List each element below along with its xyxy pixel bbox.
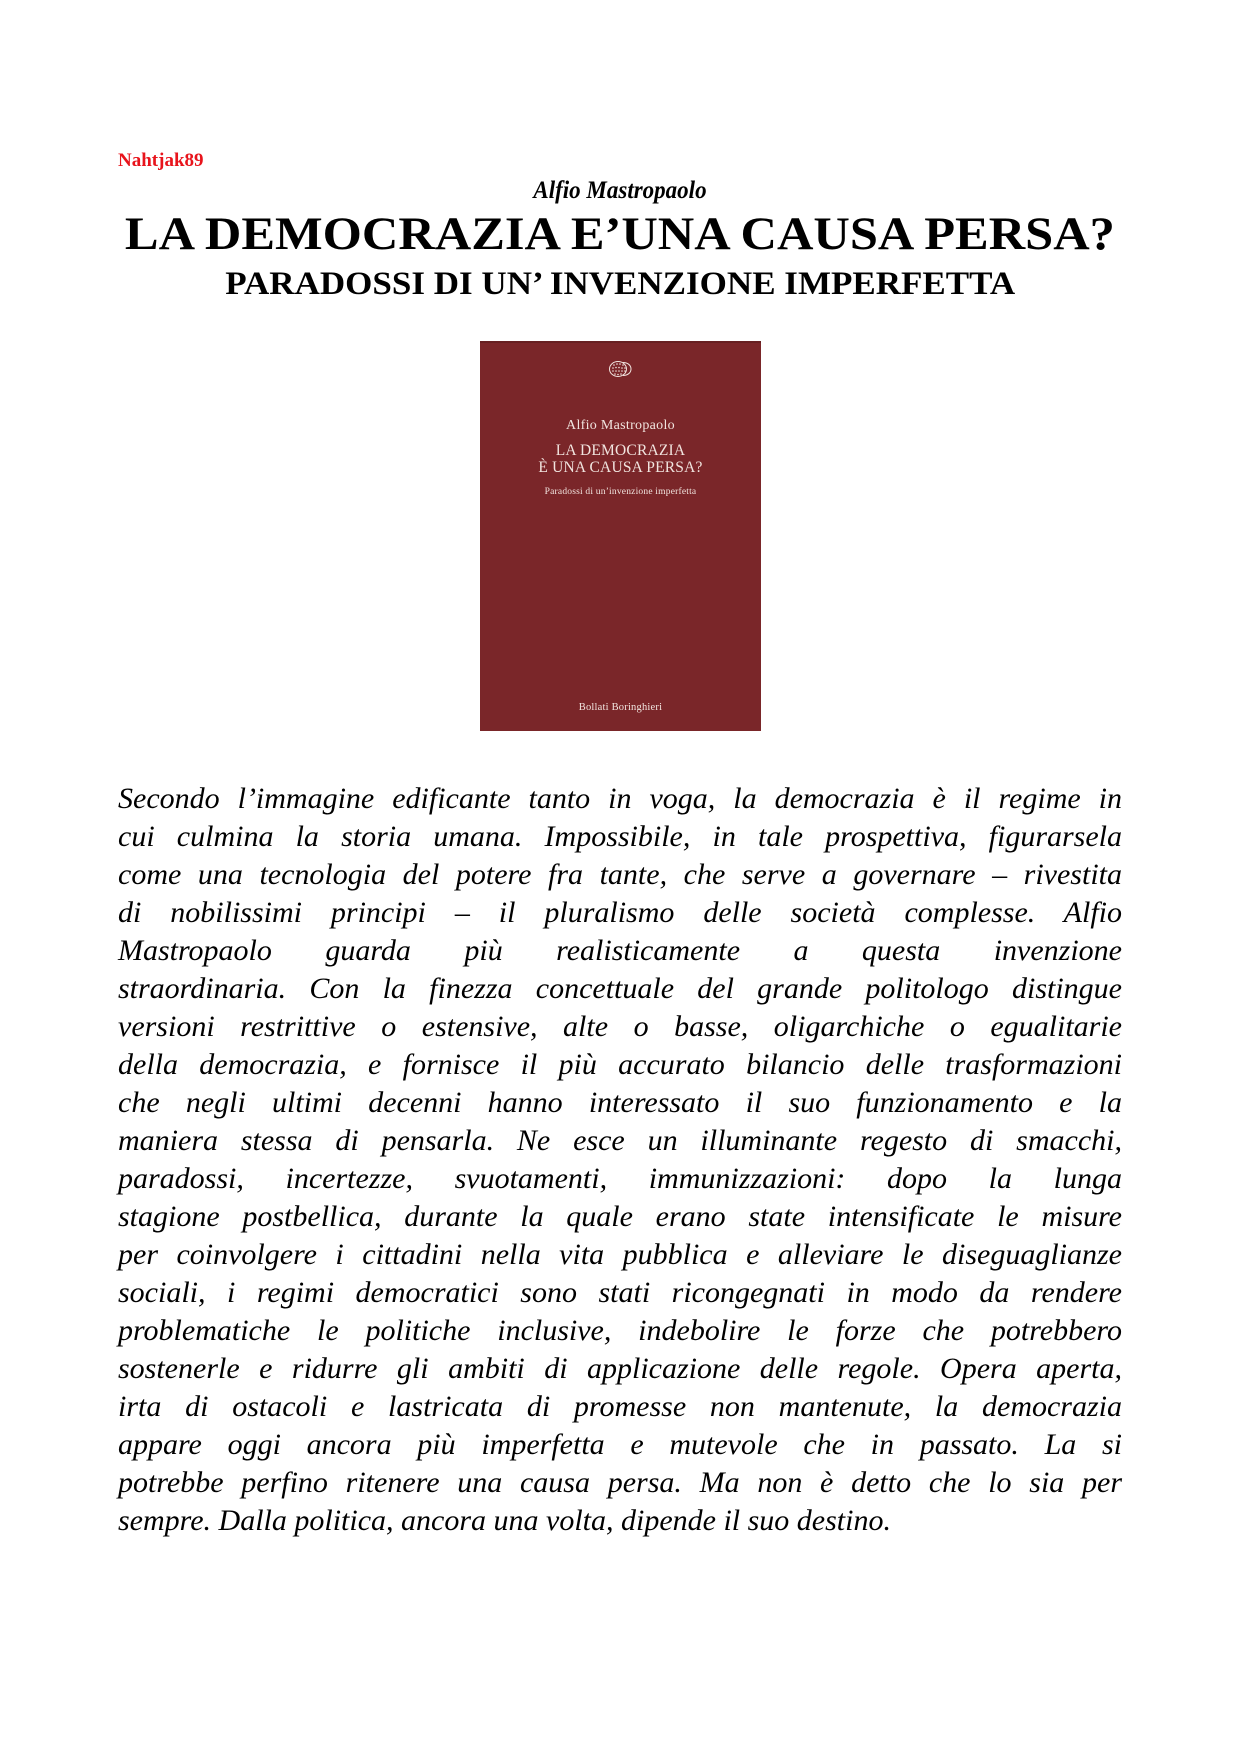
description-line: Secondo l’immagine edificante tanto in voga, la democrazia è il regime in	[118, 782, 1122, 815]
book-subtitle: PARADOSSI DI UN’ INVENZIONE IMPERFETTA	[225, 266, 1016, 302]
book-author: Alfio Mastropaolo	[533, 177, 707, 204]
cover-title-line-1: LA DEMOCRAZIA	[555, 442, 686, 459]
cover-publisher: Bollati Boringhieri	[578, 702, 663, 713]
book-title: LA DEMOCRAZIA E’UNA CAUSA PERSA?	[124, 208, 1115, 260]
book-cover-image	[480, 341, 761, 731]
description-line: potrebbe perfino ritenere una causa persa. Ma non è detto che lo sia per	[118, 1466, 1122, 1499]
publisher-logo-icon	[608, 360, 632, 378]
description-line: come una tecnologia del potere fra tante, che serve a governare – rivestita	[118, 858, 1122, 891]
description-line: stagione postbellica, durante la quale erano state intensificate le misure	[118, 1200, 1122, 1233]
description-line: appare oggi ancora più imperfetta e mutevole che in passato. La si	[118, 1428, 1122, 1461]
description-line: problematiche le politiche inclusive, indebolire le forze che potrebbero	[118, 1314, 1122, 1347]
description-line: cui culmina la storia umana. Impossibile, in tale prospettiva, figurarsela	[118, 820, 1122, 853]
description-line: paradossi, incertezze, svuotamenti, immunizzazioni: dopo la lunga	[118, 1162, 1122, 1195]
description-line: straordinaria. Con la finezza concettuale del grande politologo distingue	[118, 972, 1122, 1005]
cover-subtitle: Paradossi di un’invenzione imperfetta	[544, 487, 697, 497]
description-line: maniera stessa di pensarla. Ne esce un illuminante regesto di smacchi,	[118, 1124, 1122, 1157]
description-line: per coinvolgere i cittadini nella vita pubblica e alleviare le diseguaglianze	[118, 1238, 1122, 1271]
cover-title	[480, 442, 761, 476]
description-line: sempre. Dalla politica, ancora una volta, dipende il suo destino.	[118, 1504, 891, 1537]
description-line: versioni restrittive o estensive, alte o basse, oligarchiche o egualitarie	[118, 1010, 1122, 1043]
book-description	[118, 780, 1122, 1540]
description-line: della democrazia, e fornisce il più accurato bilancio delle trasformazioni	[118, 1048, 1122, 1081]
description-line: sostenerle e ridurre gli ambiti di applicazione delle regole. Opera aperta,	[118, 1352, 1122, 1385]
cover-title-line-2: È UNA CAUSA PERSA?	[538, 459, 703, 476]
cover-author: Alfio Mastropaolo	[566, 418, 675, 433]
description-line: sociali, i regimi democratici sono stati ricongegnati in modo da rendere	[118, 1276, 1122, 1309]
uploader-name: Nahtjak89	[118, 150, 204, 171]
description-line: Mastropaolo guarda più realisticamente a questa invenzione	[118, 934, 1122, 967]
description-line: di nobilissimi principi – il pluralismo delle società complesse. Alfio	[118, 896, 1122, 929]
description-line: che negli ultimi decenni hanno interessato il suo funzionamento e la	[118, 1086, 1122, 1119]
description-line: irta di ostacoli e lastricata di promesse non mantenute, la democrazia	[118, 1390, 1122, 1423]
